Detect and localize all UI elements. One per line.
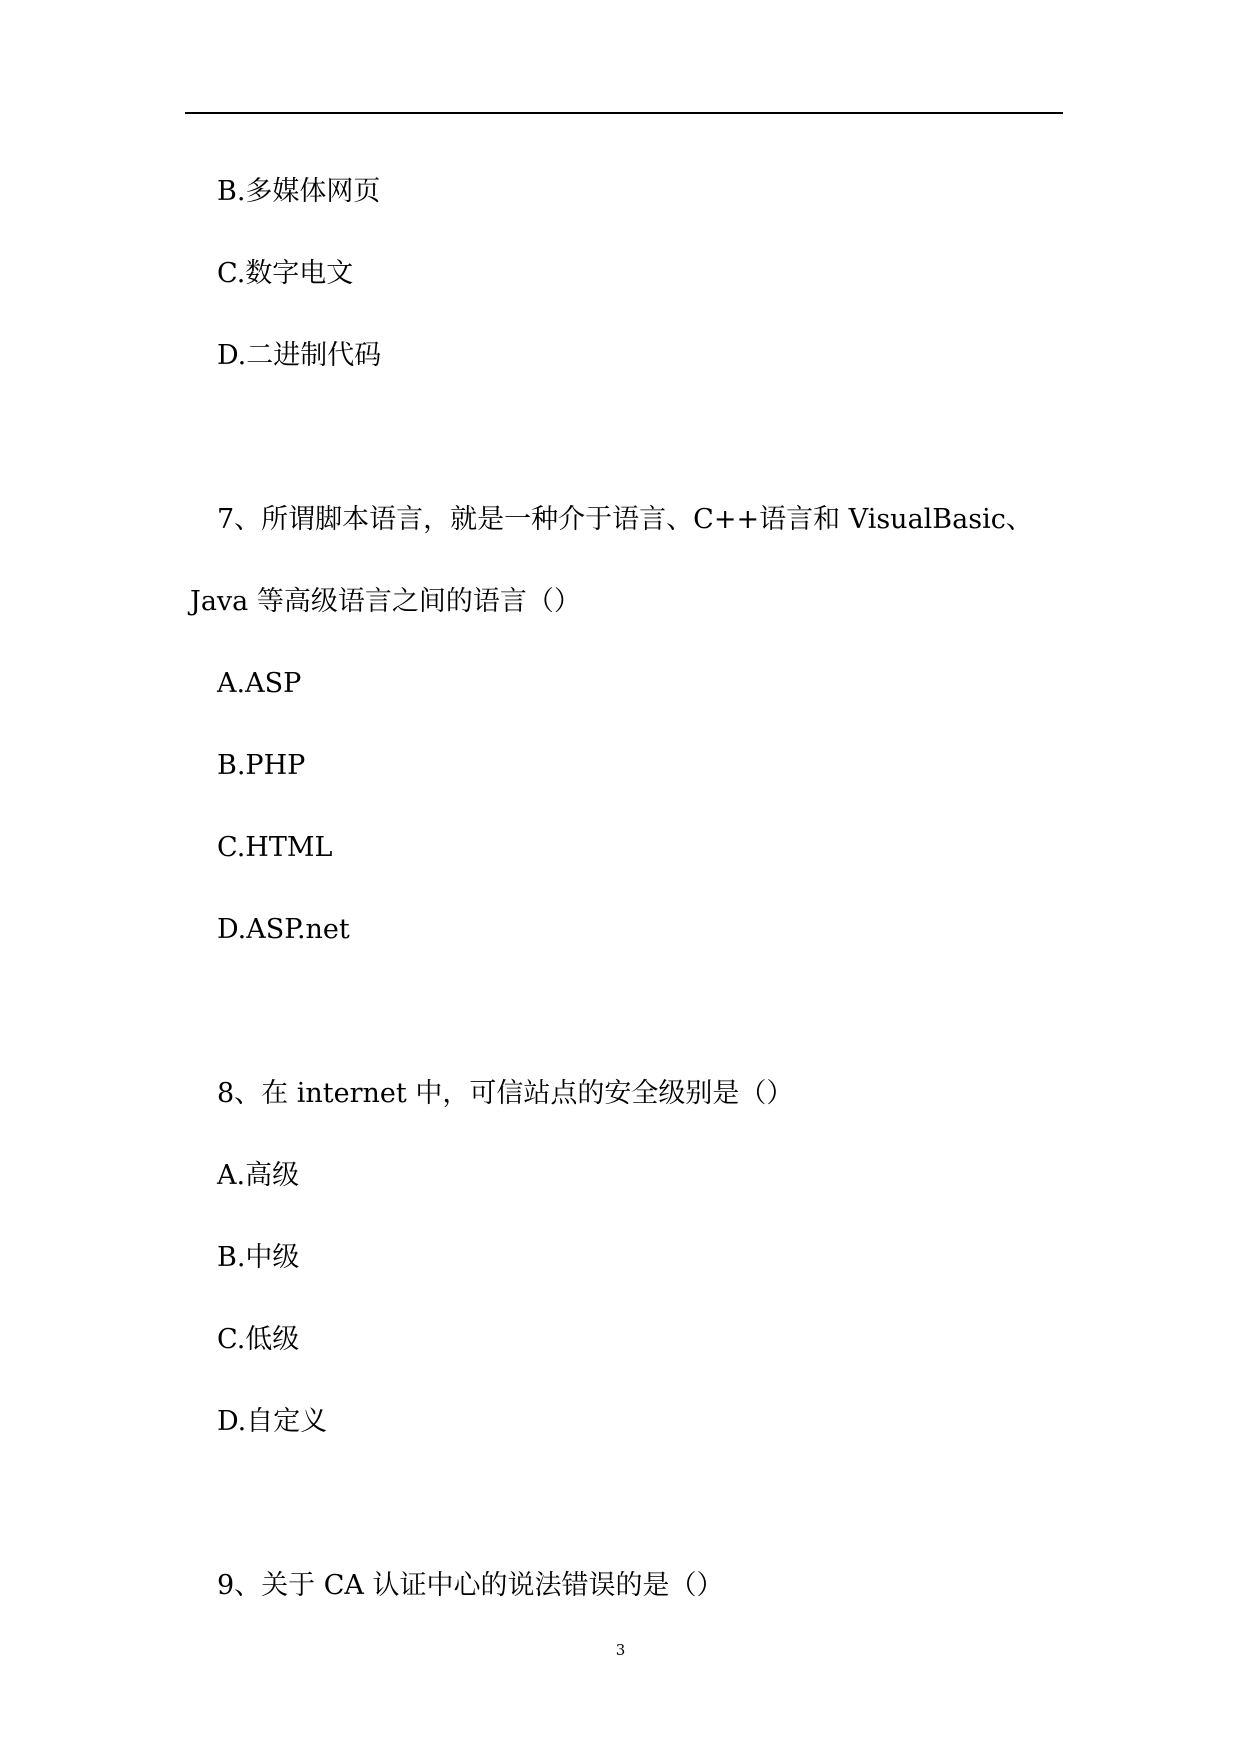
q8-option-a: A.高级 xyxy=(217,1160,300,1191)
q6-option-c: C.数字电文 xyxy=(217,258,354,289)
q8-option-c: C.低级 xyxy=(217,1324,300,1355)
q8-option-b: B.中级 xyxy=(217,1242,300,1273)
q7-option-a: A.ASP xyxy=(217,668,302,699)
q6-option-b: B.多媒体网页 xyxy=(217,176,381,207)
header-rule xyxy=(185,112,1063,114)
q6-option-d: D.二进制代码 xyxy=(217,340,382,371)
q9-stem: 9、关于 CA 认证中心的说法错误的是（） xyxy=(217,1570,724,1601)
q7-option-d: D.ASP.net xyxy=(217,914,350,945)
q8-option-d: D.自定义 xyxy=(217,1406,328,1437)
q7-option-c: C.HTML xyxy=(217,832,333,863)
q7-stem-line2: Java 等高级语言之间的语言（） xyxy=(190,586,581,617)
q7-option-b: B.PHP xyxy=(217,750,306,781)
q8-stem: 8、在 internet 中，可信站点的安全级别是（） xyxy=(217,1078,794,1109)
q7-stem-line1: 7、所谓脚本语言，就是一种介于语言、C++语言和 VisualBasic、 xyxy=(217,504,1033,535)
page-number: 3 xyxy=(615,1641,626,1659)
